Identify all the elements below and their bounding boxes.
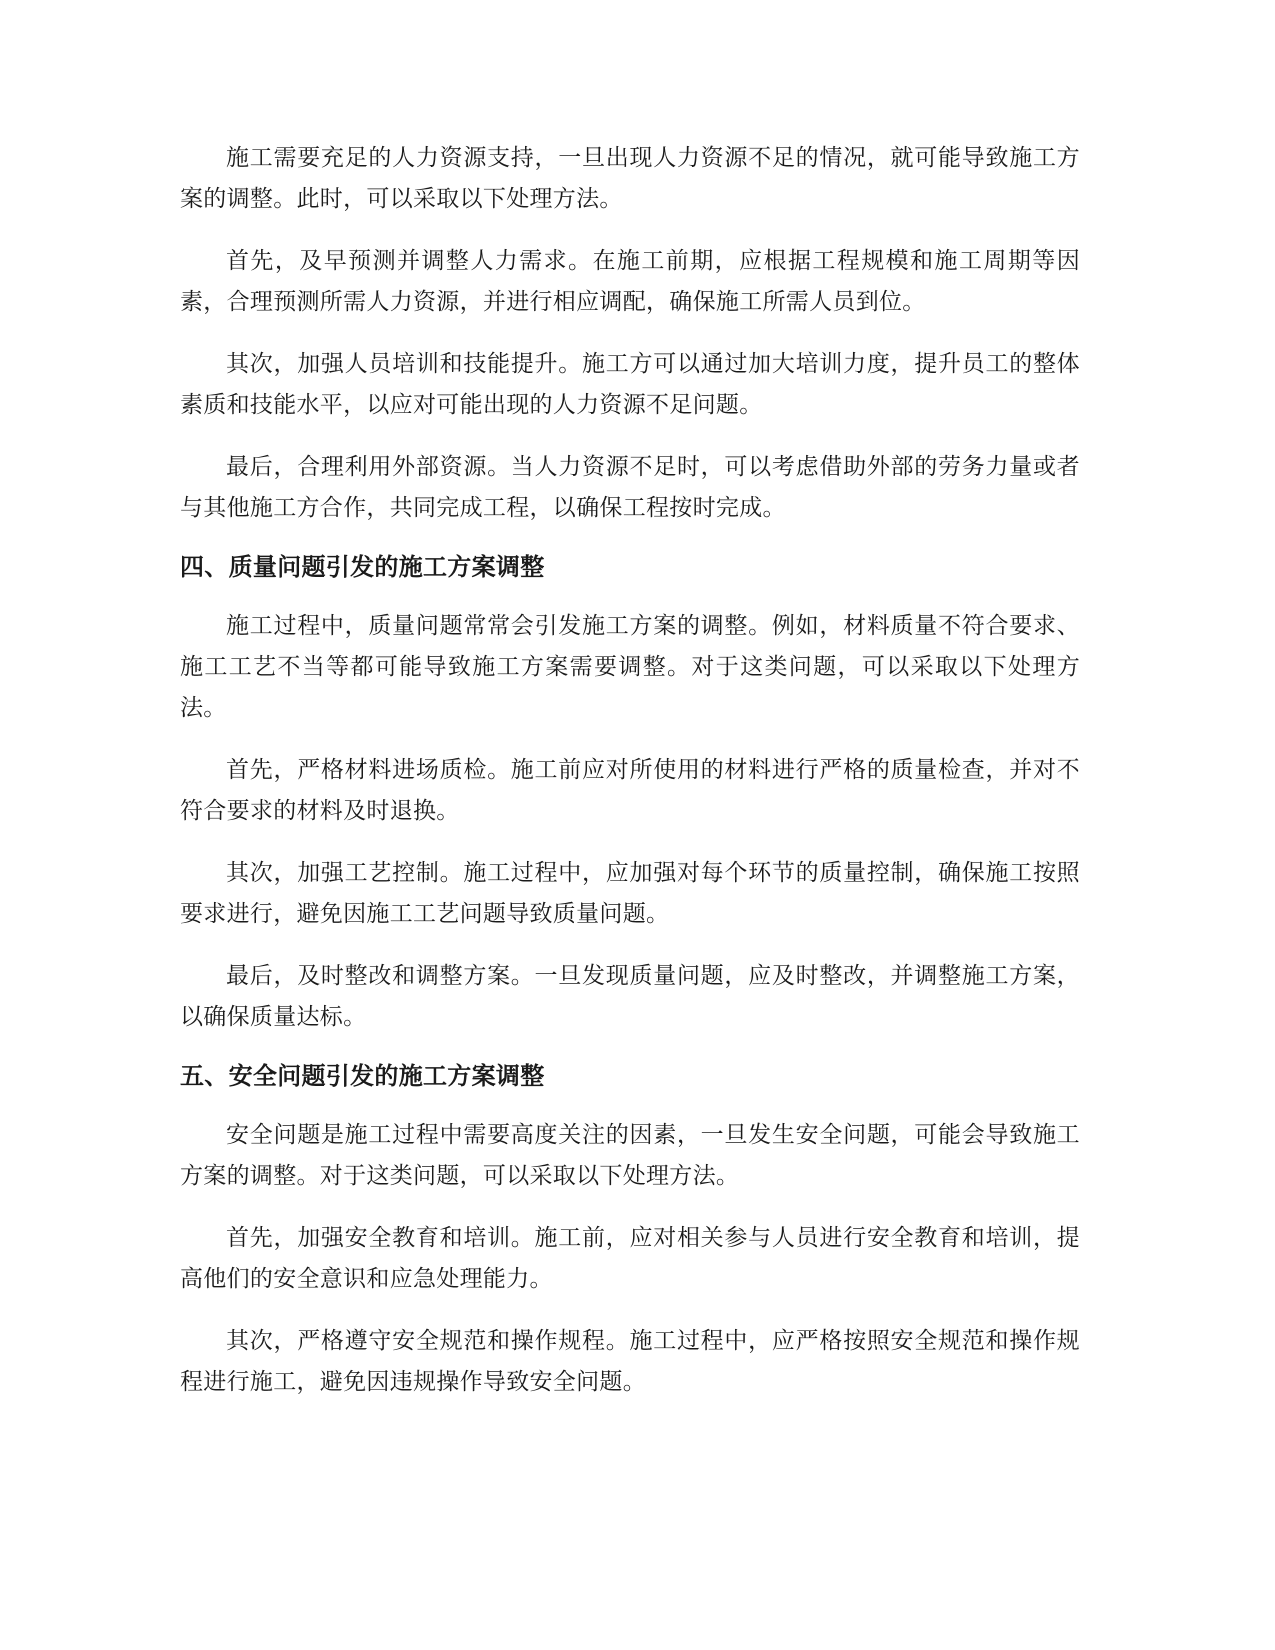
paragraph: 其次，严格遵守安全规范和操作规程。施工过程中，应严格按照安全规范和操作规程进行施工，避免因违规操作导致安全问题。 bbox=[180, 1328, 1080, 1395]
paragraph: 最后，合理利用外部资源。当人力资源不足时，可以考虑借助外部的劳务力量或者与其他施工方合作，共同完成工程，以确保工程按时完成。 bbox=[180, 454, 1080, 521]
paragraph: 其次，加强人员培训和技能提升。施工方可以通过加大培训力度，提升员工的整体素质和技能水平，以应对可能出现的人力资源不足问题。 bbox=[180, 351, 1080, 418]
paragraph: 施工需要充足的人力资源支持，一旦出现人力资源不足的情况，就可能导致施工方案的调整。此时，可以采取以下处理方法。 bbox=[180, 145, 1080, 212]
paragraph: 最后，及时整改和调整方案。一旦发现质量问题，应及时整改，并调整施工方案，以确保质量达标。 bbox=[180, 963, 1080, 1030]
paragraph: 安全问题是施工过程中需要高度关注的因素，一旦发生安全问题，可能会导致施工方案的调整。对于这类问题，可以采取以下处理方法。 bbox=[180, 1122, 1080, 1189]
section-heading: 四、质量问题引发的施工方案调整 bbox=[180, 553, 545, 581]
paragraph: 首先，加强安全教育和培训。施工前，应对相关参与人员进行安全教育和培训，提高他们的安全意识和应急处理能力。 bbox=[180, 1225, 1080, 1292]
paragraph: 其次，加强工艺控制。施工过程中，应加强对每个环节的质量控制，确保施工按照要求进行，避免因施工工艺问题导致质量问题。 bbox=[180, 860, 1080, 927]
section-heading: 五、安全问题引发的施工方案调整 bbox=[180, 1062, 545, 1090]
paragraph: 首先，及早预测并调整人力需求。在施工前期，应根据工程规模和施工周期等因素，合理预测所需人力资源，并进行相应调配，确保施工所需人员到位。 bbox=[180, 248, 1080, 315]
document-page bbox=[180, 138, 1080, 1424]
paragraph: 首先，严格材料进场质检。施工前应对所使用的材料进行严格的质量检查，并对不符合要求的材料及时退换。 bbox=[180, 757, 1080, 824]
paragraph: 施工过程中，质量问题常常会引发施工方案的调整。例如，材料质量不符合要求、施工工艺不当等都可能导致施工方案需要调整。对于这类问题，可以采取以下处理方法。 bbox=[180, 613, 1080, 721]
